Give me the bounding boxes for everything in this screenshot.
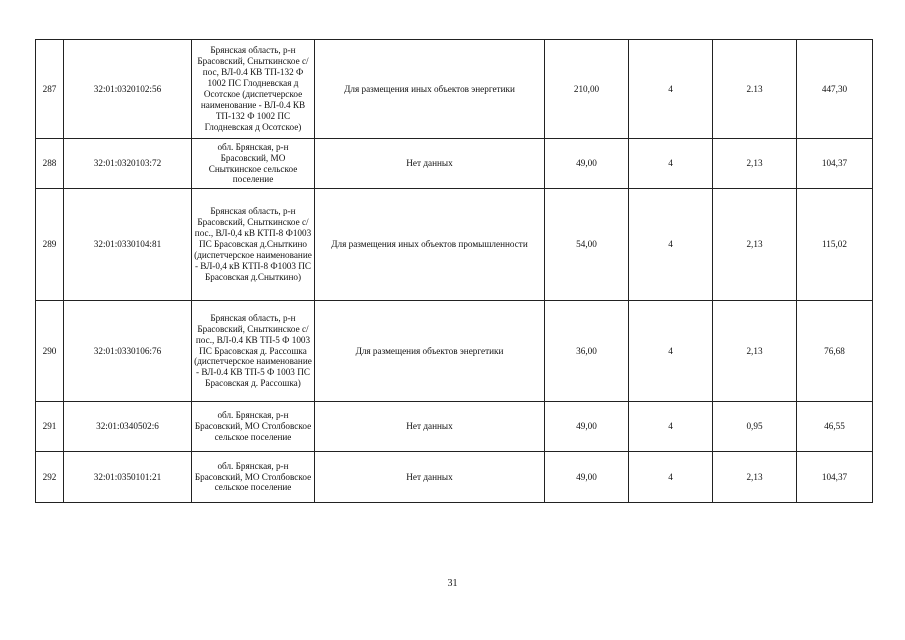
sum: 447,30 xyxy=(797,40,873,139)
row-number: 292 xyxy=(36,452,64,503)
category: 4 xyxy=(629,301,713,402)
row-number: 287 xyxy=(36,40,64,139)
table-row xyxy=(36,402,873,452)
cadastral-number: 32:01:0340502:6 xyxy=(64,402,192,452)
address: Брянская область, р-н Брасовский, Сныткинское с/пос., ВЛ-0,4 кВ КТП-8 Ф1003 ПС Брасовская д.Сныткино (диспетчерское наименование - ВЛ-0,4 кВ КТП-8 Ф1003 ПС Брасовская д.Сныткино) xyxy=(192,189,315,301)
category: 4 xyxy=(629,189,713,301)
permitted-use: Для размещения иных объектов энергетики xyxy=(315,40,545,139)
permitted-use: Нет данных xyxy=(315,452,545,503)
area: 210,00 xyxy=(545,40,629,139)
address: обл. Брянская, р-н Брасовский, МО Сныткинское сельское поселение xyxy=(192,139,315,189)
table-row xyxy=(36,40,873,139)
table-row xyxy=(36,452,873,503)
permitted-use: Для размещения иных объектов промышленности xyxy=(315,189,545,301)
table-row xyxy=(36,139,873,189)
area: 49,00 xyxy=(545,452,629,503)
sum: 76,68 xyxy=(797,301,873,402)
category: 4 xyxy=(629,40,713,139)
area: 36,00 xyxy=(545,301,629,402)
rate: 0,95 xyxy=(713,402,797,452)
cadastral-number: 32:01:0320102:56 xyxy=(64,40,192,139)
area: 49,00 xyxy=(545,402,629,452)
cadastral-number: 32:01:0320103:72 xyxy=(64,139,192,189)
table-row xyxy=(36,189,873,301)
area: 54,00 xyxy=(545,189,629,301)
permitted-use: Нет данных xyxy=(315,139,545,189)
permitted-use: Для размещения объектов энергетики xyxy=(315,301,545,402)
sum: 46,55 xyxy=(797,402,873,452)
address: Брянская область, р-н Брасовский, Сныткинское с/пос, ВЛ-0.4 КВ ТП-132 Ф 1002 ПС Глодневская д Осотское (диспетчерское наименование - ВЛ-0.4 КВ ТП-132 Ф 1002 ПС Глодневская д Осотское) xyxy=(192,40,315,139)
row-number: 288 xyxy=(36,139,64,189)
permitted-use: Нет данных xyxy=(315,402,545,452)
category: 4 xyxy=(629,452,713,503)
table-row xyxy=(36,301,873,402)
rate: 2,13 xyxy=(713,189,797,301)
cadastral-number: 32:01:0350101:21 xyxy=(64,452,192,503)
land-plots-table xyxy=(35,39,873,503)
category: 4 xyxy=(629,139,713,189)
address: Брянская область, р-н Брасовский, Сныткинское с/пос., ВЛ-0.4 КВ ТП-5 Ф 1003 ПС Брасовская д. Рассошка (диспетчерское наименование - ВЛ-0.4 КВ ТП-5 Ф 1003 ПС Брасовская д. Рассошка) xyxy=(192,301,315,402)
sum: 104,37 xyxy=(797,452,873,503)
sum: 115,02 xyxy=(797,189,873,301)
rate: 2,13 xyxy=(713,301,797,402)
category: 4 xyxy=(629,402,713,452)
rate: 2,13 xyxy=(713,452,797,503)
row-number: 290 xyxy=(36,301,64,402)
address: обл. Брянская, р-н Брасовский, МО Столбовское сельское поселение xyxy=(192,452,315,503)
cadastral-number: 32:01:0330106:76 xyxy=(64,301,192,402)
area: 49,00 xyxy=(545,139,629,189)
sum: 104,37 xyxy=(797,139,873,189)
page-number: 31 xyxy=(447,578,458,589)
cadastral-number: 32:01:0330104:81 xyxy=(64,189,192,301)
rate: 2.13 xyxy=(713,40,797,139)
rate: 2,13 xyxy=(713,139,797,189)
address: обл. Брянская, р-н Брасовский, МО Столбовское сельское поселение xyxy=(192,402,315,452)
row-number: 291 xyxy=(36,402,64,452)
row-number: 289 xyxy=(36,189,64,301)
